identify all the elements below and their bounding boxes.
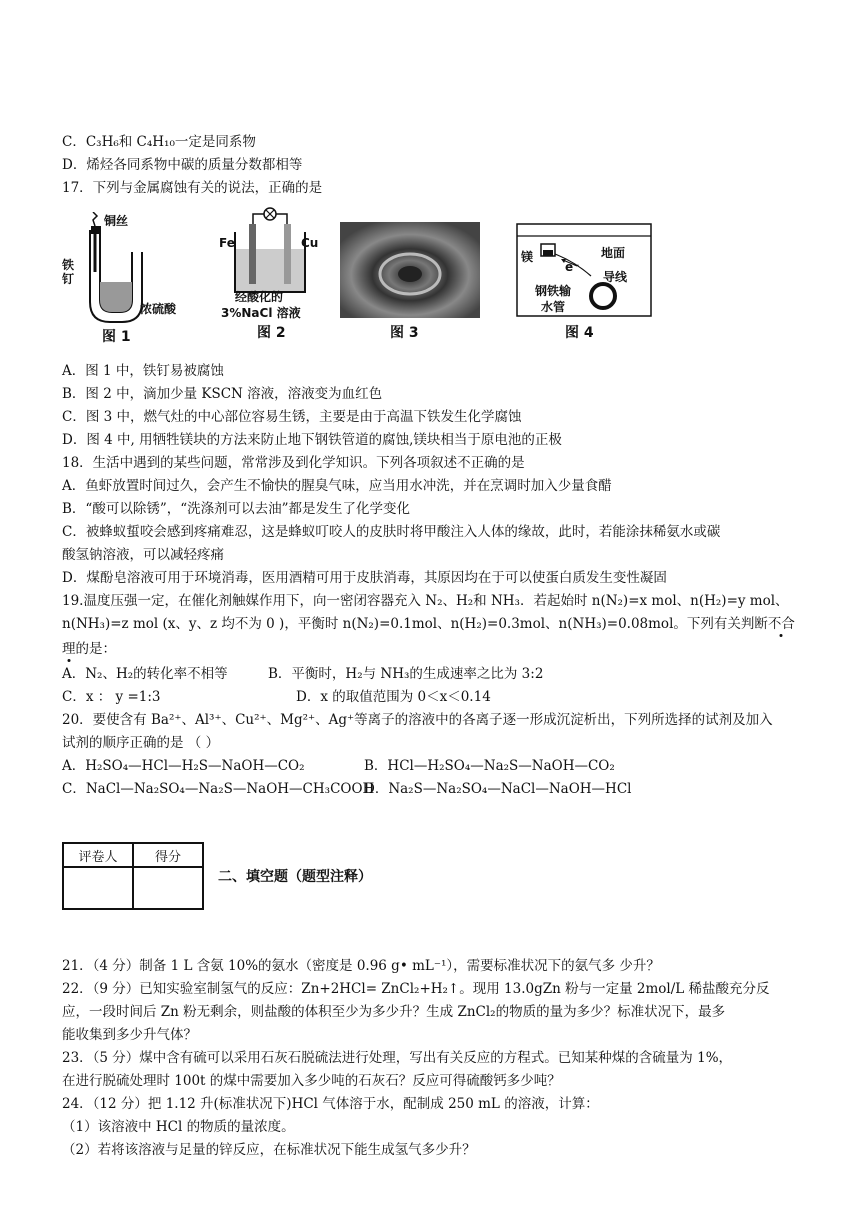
q20-stem-1: 20．要使含有 Ba²⁺、Al³⁺、Cu²⁺、Mg²⁺、Ag⁺等离子的溶液中的各离子逐一形成沉淀析出，下列所选择的试剂及加入 bbox=[62, 712, 773, 728]
q18-option-a: A．鱼虾放置时间过久，会产生不愉快的腥臭气味，应当用水冲洗，并在烹调时加入少量食醋 bbox=[62, 478, 612, 494]
figure-3 bbox=[340, 222, 480, 342]
gas-stove-photo bbox=[340, 222, 480, 318]
q17-option-a: A．图 1 中，铁钉易被腐蚀 bbox=[62, 363, 224, 379]
label-pipe-2: 水管 bbox=[541, 300, 566, 314]
section-title: 二、填空题（题型注释） bbox=[218, 869, 372, 885]
q22-line-2: 应，一段时间后 Zn 粉无剩余，则盐酸的体积至少为多少升？生成 ZnCl₂的物质的量为多少？标准状况下，最多 bbox=[62, 1004, 726, 1020]
q24-part-1: （1）该溶液中 HCl 的物质的量浓度。 bbox=[62, 1119, 295, 1135]
figure-2 bbox=[215, 204, 325, 342]
label-solution-1: 经酸化的 bbox=[235, 290, 284, 304]
label-ground: 地面 bbox=[601, 246, 626, 260]
q20-option-b: B．HCl—H₂SO₄—Na₂S—NaOH—CO₂ bbox=[364, 758, 615, 774]
label-wire: 导线 bbox=[603, 270, 628, 284]
q19-option-d: D．x 的取值范围为 0＜x＜0.14 bbox=[296, 689, 491, 705]
figure-2-caption: 图 2 bbox=[257, 325, 286, 341]
q17-option-b: B．图 2 中，滴加少量 KSCN 溶液，溶液变为血红色 bbox=[62, 386, 383, 402]
q19-stem-3: 理的是： bbox=[62, 641, 116, 657]
q23-line-2: 在进行脱硫处理时 100t 的煤中需要加入多少吨的石灰石？反应可得硫酸钙多少吨？ bbox=[62, 1073, 561, 1089]
q21: 21．（4 分）制备 1 L 含氨 10%的氨水（密度是 0.96 g• mL⁻¹），需要标准状况下的氨气多 少升？ bbox=[62, 958, 660, 974]
q20-option-c: C．NaCl—Na₂SO₄—Na₂S—NaOH—CH₃COOH bbox=[62, 781, 375, 797]
label-fe: Fe bbox=[219, 236, 235, 250]
option-line: C．C₃H₆和 C₄H₁₀一定是同系物 bbox=[62, 134, 256, 150]
score-table bbox=[62, 842, 204, 910]
q19-stem-1: 19.温度压强一定，在催化剂触媒作用下，向一密闭容器充入 N₂、H₂和 NH₃．若起始时 n(N₂)=x mol、n(H₂)=y mol、 bbox=[62, 593, 789, 609]
label-solution-2: 3%NaCl 溶液 bbox=[221, 306, 301, 320]
q24-stem: 24．（12 分）把 1.12 升(标准状况下)HCl 气体溶于水，配制成 250 mL 的溶液，计算： bbox=[62, 1096, 599, 1112]
q20-option-d: D．Na₂S—Na₂SO₄—NaCl—NaOH—HCl bbox=[364, 781, 632, 797]
figure-4-caption: 图 4 bbox=[565, 325, 594, 341]
figure-4 bbox=[515, 222, 655, 342]
score-table-cell-grader[interactable] bbox=[63, 867, 133, 909]
label-pipe-1: 钢铁输 bbox=[535, 284, 572, 298]
u-tube-diagram bbox=[62, 212, 192, 342]
q18-option-d: D．煤酚皂溶液可用于环境消毒，医用酒精可用于皮肤消毒，其原因均在于可以使蛋白质发生变性凝固 bbox=[62, 570, 667, 586]
emphasis-dots: 理 bbox=[62, 641, 76, 657]
label-cu: Cu bbox=[301, 236, 319, 250]
q18-stem: 18．生活中遇到的某些问题，常常涉及到化学知识。下列各项叙述不正确的是 bbox=[62, 455, 525, 471]
q18-option-b: B．“酸可以除锈”，“洗涤剂可以去油”都是发生了化学变化 bbox=[62, 501, 411, 517]
q23-line-1: 23．（5 分）煤中含有硫可以采用石灰石脱硫法进行处理，写出有关反应的方程式。已知某种煤的含硫量为 1%， bbox=[62, 1050, 733, 1066]
q22-line-3: 能收集到多少升气体？ bbox=[62, 1027, 197, 1043]
q24-part-2: （2）若将该溶液与足量的锌反应，在标准状况下能生成氢气多少升？ bbox=[62, 1142, 476, 1158]
label-conc-acid: 浓硫酸 bbox=[140, 302, 177, 316]
label-magnesium: 镁 bbox=[521, 250, 534, 264]
label-iron-nail: 铁钉 bbox=[62, 258, 75, 286]
q19-stem-2: n(NH₃)=z mol (x、y、z 均不为 0 )，平衡时 n(N₂)=0.1mol、n(H₂)=0.3mol、n(NH₃)=0.08mol。下列有关判断不合 bbox=[62, 616, 795, 632]
q17-option-d: D．图 4 中, 用牺牲镁块的方法来防止地下钢铁管道的腐蚀,镁块相当于原电池的正极 bbox=[62, 432, 562, 448]
score-table-cell-score[interactable] bbox=[133, 867, 203, 909]
q20-stem-2: 试剂的顺序正确的是 （ ） bbox=[62, 735, 220, 751]
q18-option-c: C．被蜂蚁蜇咬会感到疼痛难忍，这是蜂蚁叮咬人的皮肤时将甲酸注入人体的缘故，此时，若能涂抹稀氨水或碳 bbox=[62, 524, 721, 540]
q20-option-a: A．H₂SO₄—HCl—H₂S—NaOH—CO₂ bbox=[62, 758, 305, 774]
score-table-header-grader: 评卷人 bbox=[63, 843, 133, 867]
q19-option-b: B．平衡时，H₂与 NH₃的生成速率之比为 3:2 bbox=[268, 666, 544, 682]
score-table-header-score: 得分 bbox=[133, 843, 203, 867]
q19-option-a: A．N₂、H₂的转化率不相等 bbox=[62, 666, 228, 682]
q18-option-c-cont: 酸氢钠溶液，可以减轻疼痛 bbox=[62, 547, 224, 563]
option-line: D．烯烃各同系物中碳的质量分数都相等 bbox=[62, 157, 303, 173]
label-copper-wire: 铜丝 bbox=[104, 214, 129, 228]
figure-1-caption: 图 1 bbox=[102, 329, 131, 345]
emphasis-dots: 不合 bbox=[767, 616, 795, 632]
q17-option-c: C．图 3 中，燃气灶的中心部位容易生锈，主要是由于高温下铁发生化学腐蚀 bbox=[62, 409, 522, 425]
q19-option-c: C．x ： y =1:3 bbox=[62, 689, 161, 705]
sacrificial-anode-diagram bbox=[515, 222, 655, 318]
question-17-stem: 17．下列与金属腐蚀有关的说法，正确的是 bbox=[62, 180, 323, 196]
label-electron: e⁻ bbox=[565, 260, 580, 274]
figure-1 bbox=[62, 212, 192, 345]
figure-3-caption: 图 3 bbox=[390, 325, 419, 341]
q22-line-1: 22．（9 分）已知实验室制氢气的反应：Zn+2HCl= ZnCl₂+H₂↑。现用 13.0gZn 粉与一定量 2mol/L 稀盐酸充分反 bbox=[62, 981, 770, 997]
